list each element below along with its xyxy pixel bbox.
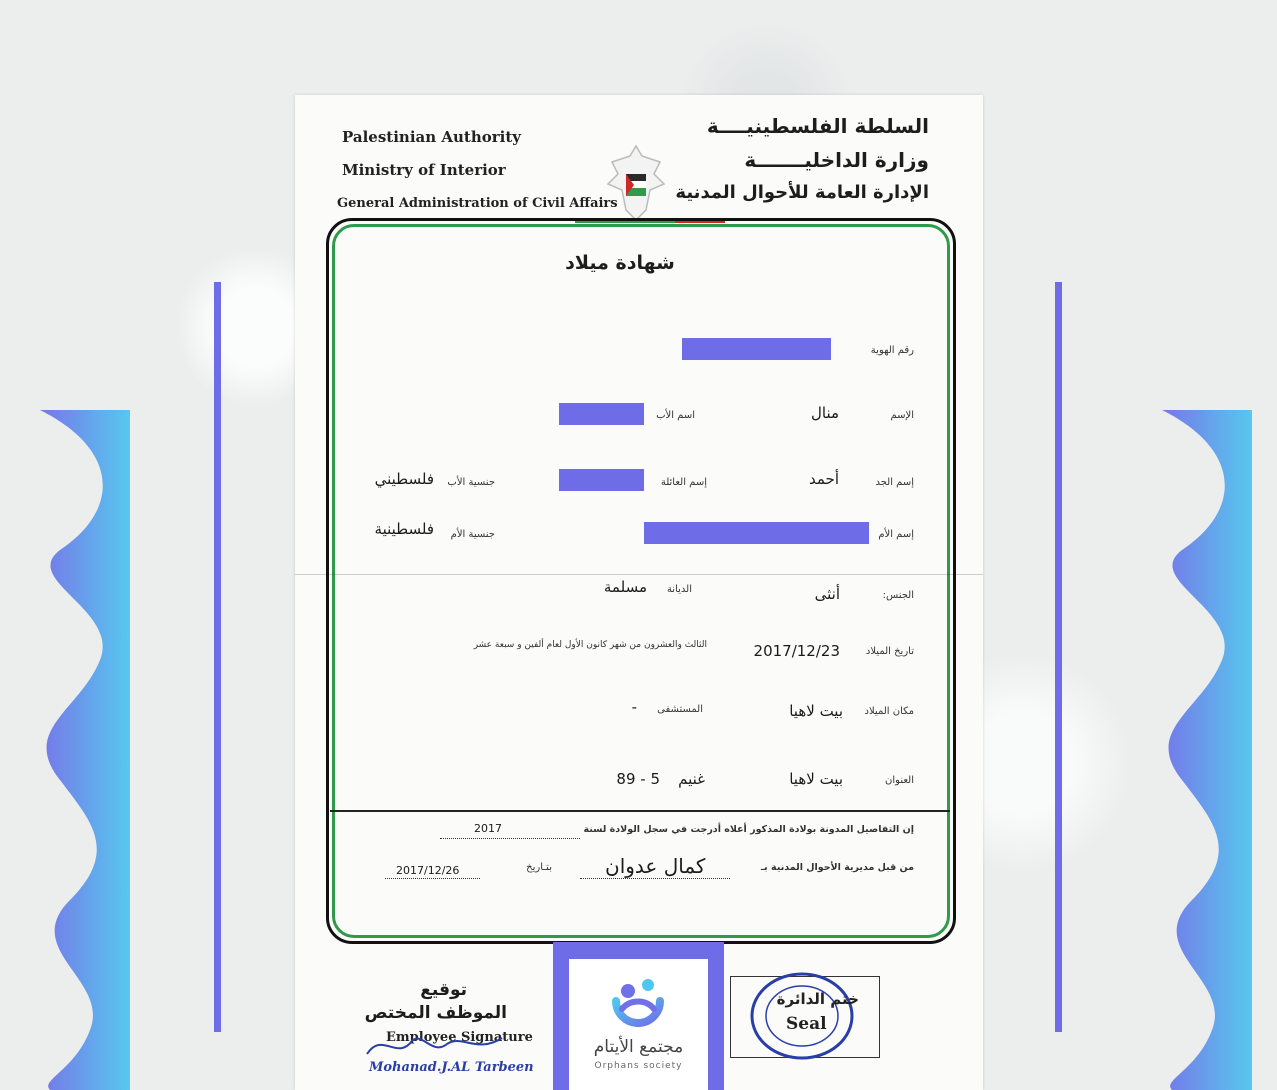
footer-divider: [330, 810, 950, 812]
left-accent-line: [214, 282, 221, 1032]
hospital-label: المستشفى: [657, 704, 703, 715]
family-redaction: [559, 469, 644, 491]
hospital-value: -: [631, 698, 637, 716]
pob-value: بيت لاهيا: [789, 702, 843, 720]
seal-label-ar: ختم الدائرة: [776, 990, 859, 1008]
id-label: رقم الهوية: [870, 345, 914, 356]
officer-name: كمال عدوان: [605, 854, 706, 878]
orphans-society-logo-box: [553, 942, 724, 1090]
father-redaction: [559, 403, 644, 425]
signature-label-ar: توقيع: [420, 980, 467, 1000]
mother-nationality-label: جنسية الأم: [450, 529, 495, 540]
signature-name: Mohanad.J.AL Tarbeen: [369, 1060, 534, 1075]
orphans-society-name-ar: مجتمع الأيتام: [593, 1037, 684, 1057]
mother-redaction: [644, 522, 869, 544]
register-text: إن التفاصيل المدونة بولادة المذكور أعلاه أدرجت في سجل الولادة لسنة: [583, 824, 914, 835]
right-wave-decoration: [1152, 410, 1252, 1090]
mother-nationality-value: فلسطينية: [374, 520, 434, 538]
header-ar-administration: الإدارة العامة للأحوال المدنية: [675, 182, 929, 203]
orphans-society-name-en: Orphans society: [594, 1061, 683, 1071]
mother-label: إسم الأم: [878, 529, 914, 540]
grandfather-value: أحمد: [809, 470, 839, 488]
address-number: 89 - 5: [616, 770, 660, 788]
officer-name-line: [580, 878, 730, 879]
orphans-society-logo-icon: [606, 969, 670, 1033]
register-year-line: [440, 838, 580, 839]
header-en-ministry: Ministry of Interior: [342, 161, 506, 179]
pob-label: مكان الميلاد: [864, 706, 914, 717]
directorate-text: من قبل مديرية الأحوال المدنية بـ: [760, 862, 914, 873]
dob-words: الثالث والعشرون من شهر كانون الأول لعام ألفين و سبعة عشر: [473, 640, 707, 650]
issue-date: 2017/12/26: [396, 864, 460, 877]
header-ar-authority: السلطة الفلسطينيــــة: [706, 114, 929, 138]
signature-title-ar: الموظف المختص: [364, 1003, 507, 1023]
father-nationality-value: فلسطيني: [374, 470, 434, 488]
address-label: العنوان: [885, 775, 914, 786]
family-label: إسم العائلة: [660, 477, 707, 488]
header-en-administration: General Administration of Civil Affairs: [337, 196, 618, 211]
grandfather-label: إسم الجد: [875, 477, 914, 488]
right-accent-line: [1055, 282, 1062, 1032]
register-year: 2017: [474, 822, 502, 835]
header-ar-ministry: وزارة الداخليـــــــة: [744, 148, 929, 172]
address-area: غنيم: [678, 770, 705, 788]
name-value: منال: [810, 404, 839, 422]
paper-fold: [295, 574, 983, 575]
seal-label-en: Seal: [786, 1014, 827, 1034]
id-redaction: [682, 338, 831, 360]
gender-value: أنثى: [814, 585, 840, 603]
gender-label: الجنس:: [882, 590, 914, 601]
name-label: الإسم: [890, 410, 914, 421]
religion-label: الديانة: [666, 584, 692, 595]
dob-value: 2017/12/23: [753, 642, 840, 660]
certificate-title: شهادة ميلاد: [565, 252, 675, 274]
eagle-emblem-icon: [600, 140, 672, 230]
issue-date-label: بتـاريخ: [526, 862, 552, 873]
left-wave-decoration: [30, 410, 130, 1090]
header-en-authority: Palestinian Authority: [342, 128, 521, 146]
address-city: بيت لاهيا: [789, 770, 843, 788]
father-nationality-label: جنسية الأب: [447, 477, 495, 488]
dob-label: تاريخ الميلاد: [865, 646, 914, 657]
father-label: اسم الأب: [656, 410, 695, 421]
signature-label-en: Employee Signature: [386, 1030, 533, 1045]
issue-date-line: [385, 878, 480, 879]
religion-value: مسلمة: [603, 578, 647, 596]
